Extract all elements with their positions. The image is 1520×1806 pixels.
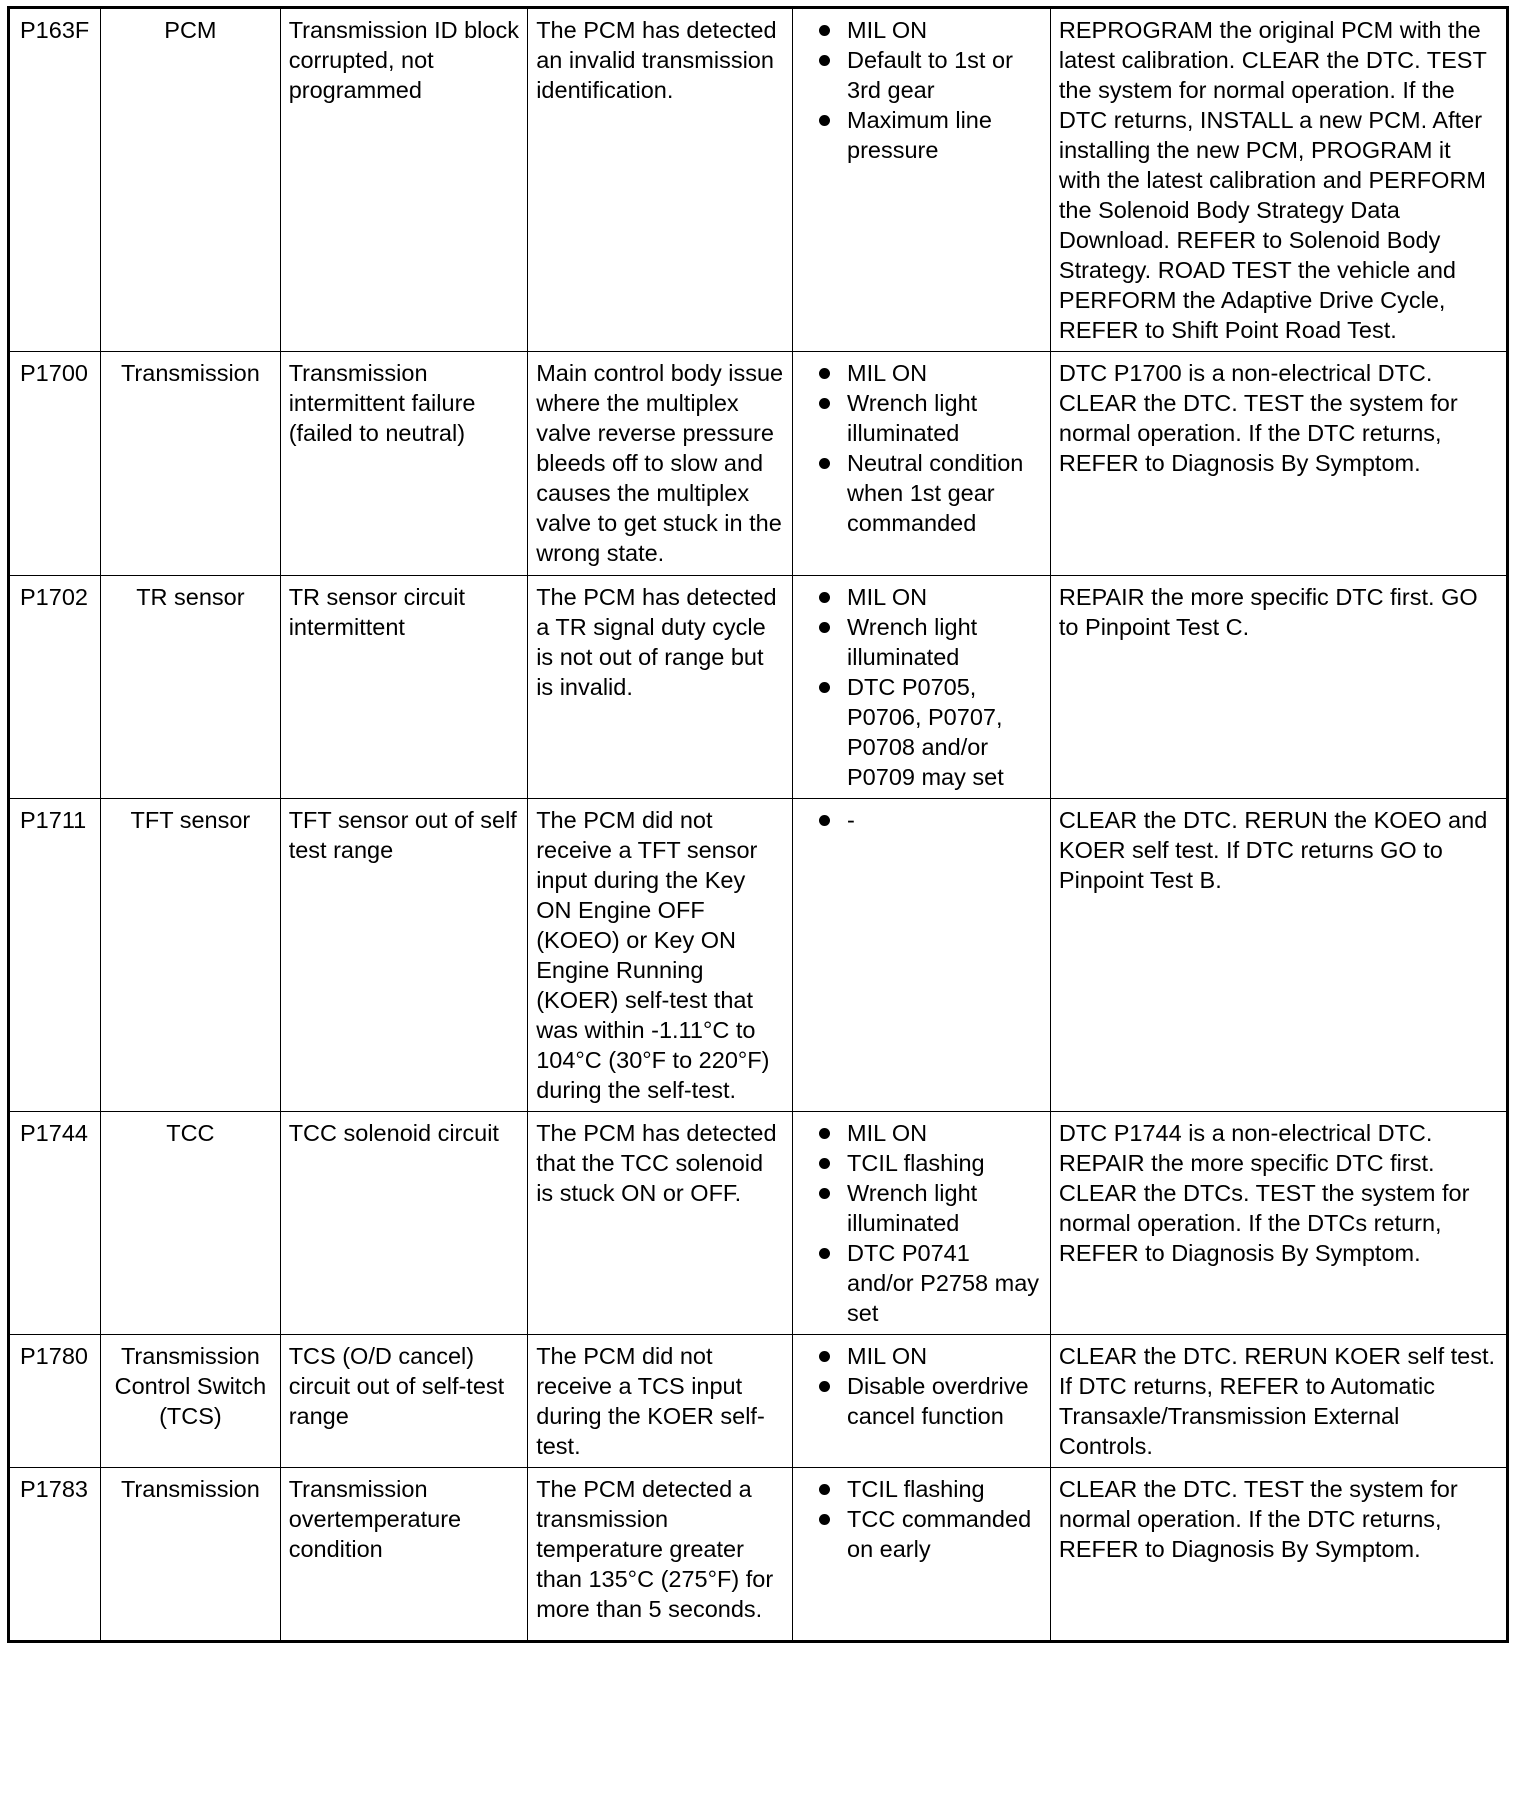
dtc-module: Transmission Control Switch (TCS)	[101, 1335, 281, 1468]
symptom-item: DTC P0705, P0706, P0707, P0708 and/or P0709 may set	[801, 672, 1042, 792]
dtc-code: P1744	[9, 1112, 101, 1335]
dtc-code: P1700	[9, 352, 101, 576]
symptom-item: TCIL flashing	[801, 1474, 1042, 1504]
table-row	[9, 576, 1508, 799]
dtc-code: P1711	[9, 799, 101, 1112]
symptom-list	[801, 1118, 1042, 1328]
dtc-module: Transmission	[101, 1468, 281, 1642]
symptom-item: Wrench light illuminated	[801, 388, 1042, 448]
dtc-module: TR sensor	[101, 576, 281, 799]
dtc-action: CLEAR the DTC. RERUN the KOEO and KOER self test. If DTC returns GO to Pinpoint Test B.	[1050, 799, 1507, 1112]
dtc-module: PCM	[101, 8, 281, 352]
dtc-module: Transmission	[101, 352, 281, 576]
dtc-action: DTC P1700 is a non-electrical DTC. CLEAR the DTC. TEST the system for normal operation. If the DTC returns, REFER to Diagnosis By Symptom.	[1050, 352, 1507, 576]
symptom-list	[801, 1341, 1042, 1431]
symptom-item: Wrench light illuminated	[801, 612, 1042, 672]
dtc-condition: The PCM did not receive a TCS input during the KOER self-test.	[528, 1335, 793, 1468]
symptom-item: MIL ON	[801, 15, 1042, 45]
dtc-module: TFT sensor	[101, 799, 281, 1112]
dtc-code: P163F	[9, 8, 101, 352]
dtc-action: DTC P1744 is a non-electrical DTC. REPAIR the more specific DTC first. CLEAR the DTCs. TEST the system for normal operation. If the DTCs return, REFER to Diagnosis By Symptom.	[1050, 1112, 1507, 1335]
dtc-condition: Main control body issue where the multiplex valve reverse pressure bleeds off to slow and causes the multiplex valve to get stuck in the wrong state.	[528, 352, 793, 576]
table-row	[9, 799, 1508, 1112]
symptom-list	[801, 582, 1042, 792]
table-row	[9, 352, 1508, 576]
dtc-symptoms	[793, 1112, 1051, 1335]
table-row	[9, 1468, 1508, 1642]
symptom-item: Default to 1st or 3rd gear	[801, 45, 1042, 105]
dtc-condition: The PCM has detected an invalid transmission identification.	[528, 8, 793, 352]
dtc-description: TCS (O/D cancel) circuit out of self-test range	[280, 1335, 528, 1468]
symptom-item: MIL ON	[801, 1341, 1042, 1371]
dtc-action: CLEAR the DTC. TEST the system for normal operation. If the DTC returns, REFER to Diagnosis By Symptom.	[1050, 1468, 1507, 1642]
dtc-description: Transmission overtemperature condition	[280, 1468, 528, 1642]
table-row	[9, 1112, 1508, 1335]
dtc-table	[7, 6, 1509, 1643]
dtc-action: REPROGRAM the original PCM with the latest calibration. CLEAR the DTC. TEST the system for normal operation. If the DTC returns, INSTALL a new PCM. After installing the new PCM, PROGRAM it with the latest calibration and PERFORM the Solenoid Body Strategy Data Download. REFER to Solenoid Body Strategy. ROAD TEST the vehicle and PERFORM the Adaptive Drive Cycle, REFER to Shift Point Road Test.	[1050, 8, 1507, 352]
dtc-description: Transmission intermittent failure (failed to neutral)	[280, 352, 528, 576]
symptom-item: Neutral condition when 1st gear commanded	[801, 448, 1042, 538]
symptom-item: MIL ON	[801, 1118, 1042, 1148]
dtc-condition: The PCM has detected a TR signal duty cycle is not out of range but is invalid.	[528, 576, 793, 799]
symptom-list	[801, 358, 1042, 538]
dtc-condition: The PCM detected a transmission temperature greater than 135°C (275°F) for more than 5 seconds.	[528, 1468, 793, 1642]
dtc-code: P1783	[9, 1468, 101, 1642]
symptom-item: TCC commanded on early	[801, 1504, 1042, 1564]
dtc-symptoms	[793, 8, 1051, 352]
table-row	[9, 8, 1508, 352]
symptom-item: Wrench light illuminated	[801, 1178, 1042, 1238]
dtc-description: TFT sensor out of self test range	[280, 799, 528, 1112]
dtc-symptoms	[793, 799, 1051, 1112]
dtc-code: P1780	[9, 1335, 101, 1468]
symptom-item: DTC P0741 and/or P2758 may set	[801, 1238, 1042, 1328]
symptom-item: MIL ON	[801, 358, 1042, 388]
symptom-list	[801, 805, 1042, 835]
dtc-code: P1702	[9, 576, 101, 799]
dtc-description: TR sensor circuit intermittent	[280, 576, 528, 799]
dtc-action: REPAIR the more specific DTC first. GO to Pinpoint Test C.	[1050, 576, 1507, 799]
symptom-item: TCIL flashing	[801, 1148, 1042, 1178]
symptom-item: Maximum line pressure	[801, 105, 1042, 165]
symptom-item: MIL ON	[801, 582, 1042, 612]
dtc-condition: The PCM has detected that the TCC solenoid is stuck ON or OFF.	[528, 1112, 793, 1335]
symptom-item: Disable overdrive cancel function	[801, 1371, 1042, 1431]
dtc-symptoms	[793, 1335, 1051, 1468]
table-row	[9, 1335, 1508, 1468]
dtc-symptoms	[793, 352, 1051, 576]
dtc-condition: The PCM did not receive a TFT sensor input during the Key ON Engine OFF (KOEO) or Key ON Engine Running (KOER) self-test that was within -1.11°C to 104°C (30°F to 220°F) during the self-test.	[528, 799, 793, 1112]
symptom-list	[801, 1474, 1042, 1564]
dtc-description: TCC solenoid circuit	[280, 1112, 528, 1335]
dtc-symptoms	[793, 576, 1051, 799]
symptom-list	[801, 15, 1042, 165]
dtc-symptoms	[793, 1468, 1051, 1642]
dtc-description: Transmission ID block corrupted, not programmed	[280, 8, 528, 352]
symptom-item: -	[801, 805, 1042, 835]
dtc-module: TCC	[101, 1112, 281, 1335]
dtc-action: CLEAR the DTC. RERUN KOER self test. If DTC returns, REFER to Automatic Transaxle/Transmission External Controls.	[1050, 1335, 1507, 1468]
